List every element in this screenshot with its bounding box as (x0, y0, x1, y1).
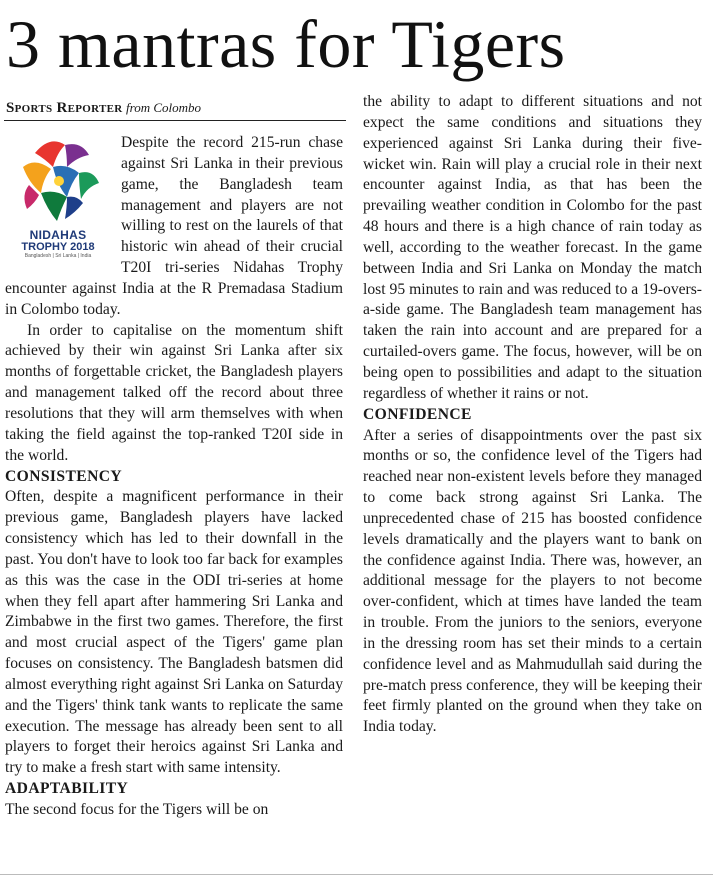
section-heading-adaptability: ADAPTABILITY (5, 780, 129, 798)
byline-name: Sports Reporter (6, 100, 123, 116)
consistency-paragraph: Often, despite a magnificent performance in their previous game, Bangladesh players have lacked consistency which has led to their downfall in the past. You don't have to look too far back for examples as this was the case in the ODI tri-series at home when they fell apart after hammering Sri Lanka and Zimbabwe in the first two games. Therefore, the first and most crucial aspect of the Tigers' game plan focuses on consistency. The Bangladesh batsmen did almost everything right against Sri Lanka on Saturday and the Tigers' think tank wants to replicate the same execution. The message has already been sent to all players to forget their heroics against Sri Lanka and try to make a fresh start with same intensity. (5, 488, 343, 777)
nidahas-trophy-logo (5, 133, 111, 261)
byline-rule (4, 120, 346, 121)
section-heading-confidence: CONFIDENCE (363, 405, 472, 423)
headline: 3 mantras for Tigers (6, 6, 566, 82)
logo-line1: NIDAHAS (29, 228, 87, 242)
byline (6, 100, 201, 117)
logo-line3: Bangladesh | Sri Lanka | India (24, 253, 92, 259)
right-column (363, 92, 702, 738)
logo-text (5, 229, 111, 259)
section-heading-consistency: CONSISTENCY (5, 467, 123, 485)
left-column (5, 133, 343, 821)
trophy-emblem-icon (5, 133, 111, 229)
intro-paragraph: Despite the record 215-run chase against Sri Lanka in their previous game, the Bangladesh team management and players are not willing to rest on the laurels of that historic win ahead of their crucial T20I tri-series Nidahas Trophy encounter against India at the R Premadasa Stadium in Colombo today. (5, 134, 343, 318)
adaptability-paragraph-start: The second focus for the Tigers will be on (5, 801, 269, 818)
momentum-paragraph: In order to capitalise on the momentum shift achieved by their win against Sri Lanka after six months of forgettable cricket, the Bangladesh players and management talked off the record about three resolutions that they will arm themselves with when taking the field against the top-ranked T20I side in the world. (5, 321, 343, 464)
byline-from: from Colombo (126, 100, 201, 115)
confidence-paragraph: After a series of disappointments over the past six months or so, the confidence level of the Tigers had reached near non-existent levels before they managed to come back strong against Sri Lanka. The unprecedented chase of 215 has boosted confidence levels dramatically and the players want to bank on the confidence against India. There was, however, an additional message for the players to not become over-confident, which at times have landed the team in trouble. From the juniors to the seniors, everyone in the dressing room has set their minds to a certain confidence level and as Mahmudullah said during the pre-match press conference, they will be keeping their feet firmly planted on the ground when they take on India today. (363, 426, 702, 736)
bottom-rule (0, 874, 713, 875)
adaptability-paragraph-continued: the ability to adapt to different situations and not expect the same conditions and situations they experienced against Sri Lanka during their five-wicket win. Rain will play a crucial role in their next encounter against India, as that has been the prevailing weather condition in Colombo for the past 48 hours and there is a high chance of rain today as well, according to the weather forecast. In the game between India and Sri Lanka on Monday the match lost 95 minutes to rain and was reduced to a 19-overs-a-side game. The Bangladesh team management has taken the rain into account and are prepared for a curtailed-overs game. The focus, however, will be on being open to possibilities and adapt to the situation regardless of whether it rains or not. (363, 93, 702, 402)
logo-line2: TROPHY 2018 (21, 241, 95, 253)
